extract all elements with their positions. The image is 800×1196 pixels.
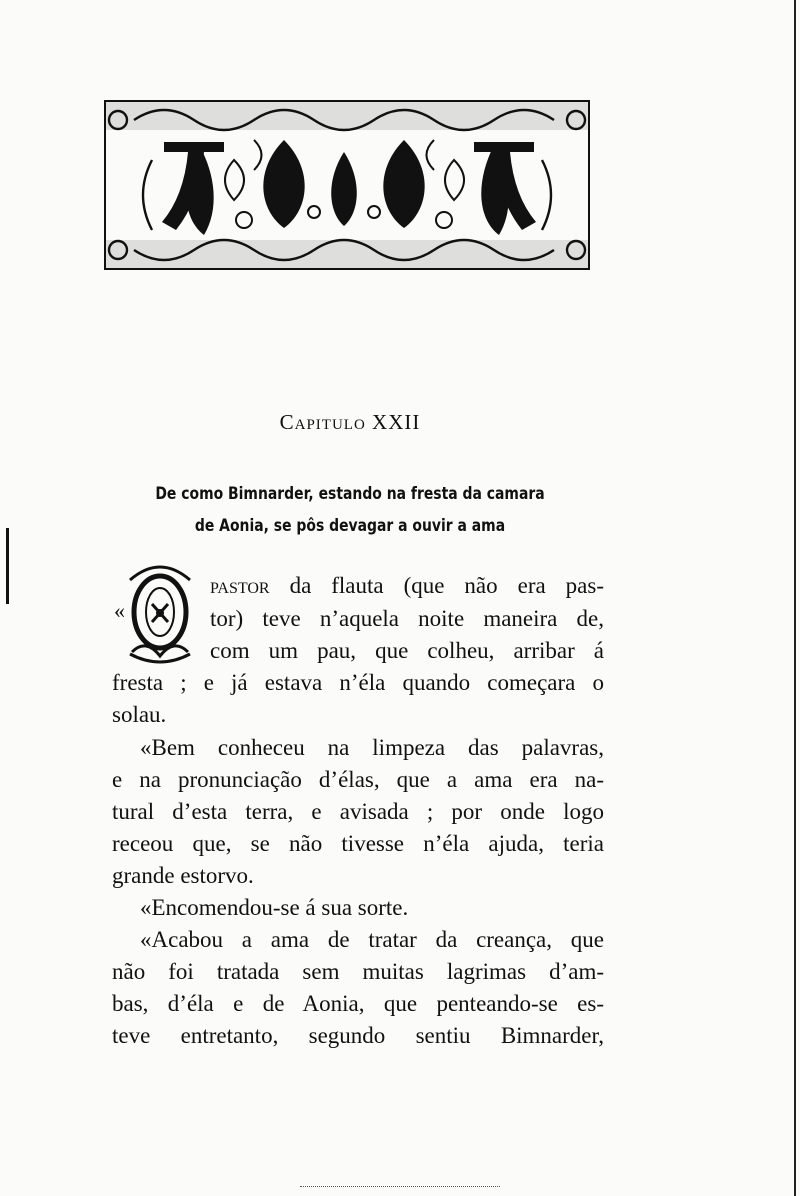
body-line: tor) teve n’aquela noite maneira de, (210, 606, 604, 631)
body-line: receou que, se não tivesse n’éla ajuda, teria (112, 831, 604, 856)
body-line: solau. (112, 702, 167, 727)
body-line: «Encomendou-se á sua sorte. (140, 895, 409, 920)
page-edge-shadow (790, 0, 800, 1196)
left-margin-mark (6, 528, 9, 604)
body-line: pastor da flauta (que não era pas- (210, 573, 604, 598)
body-line: com um pau, que colheu, arribar á (210, 638, 604, 663)
drop-cap-continuation: pastor (210, 573, 270, 598)
body-line: e na pronunciação d’élas, que a ama era na- (112, 767, 604, 792)
body-line: fresta ; e já estava n’éla quando começara o (112, 670, 604, 695)
chapter-subtitle-line-1: De como Bimnarder, estando na fresta da camara (155, 484, 545, 504)
chapter-title: Capitulo XXII (279, 410, 421, 434)
drop-cap-ornament (122, 560, 198, 664)
chapter-subtitle-line-2: de Aonia, se pôs devagar a ouvir a ama (194, 516, 506, 536)
body-line: «Acabou a ama de tratar da creança, que (140, 927, 604, 952)
body-line: «Bem conheceu na limpeza das palavras, (140, 735, 604, 760)
bottom-scan-artifact (300, 1186, 500, 1189)
drop-cap-letter: O (160, 590, 161, 591)
body-line: grande estorvo. (112, 863, 254, 888)
opening-quote-mark: « (114, 598, 125, 623)
body-line: tural d’esta terra, e avisada ; por onde logo (112, 799, 604, 824)
ornamental-header-band (104, 100, 590, 270)
body-line: não foi tratada sem muitas lagrimas d’am- (112, 959, 604, 984)
body-line: teve entretanto, segundo sentiu Bimnarder, (112, 1023, 604, 1048)
body-line: bas, d’éla e de Aonia, que penteando-se es- (112, 991, 604, 1016)
